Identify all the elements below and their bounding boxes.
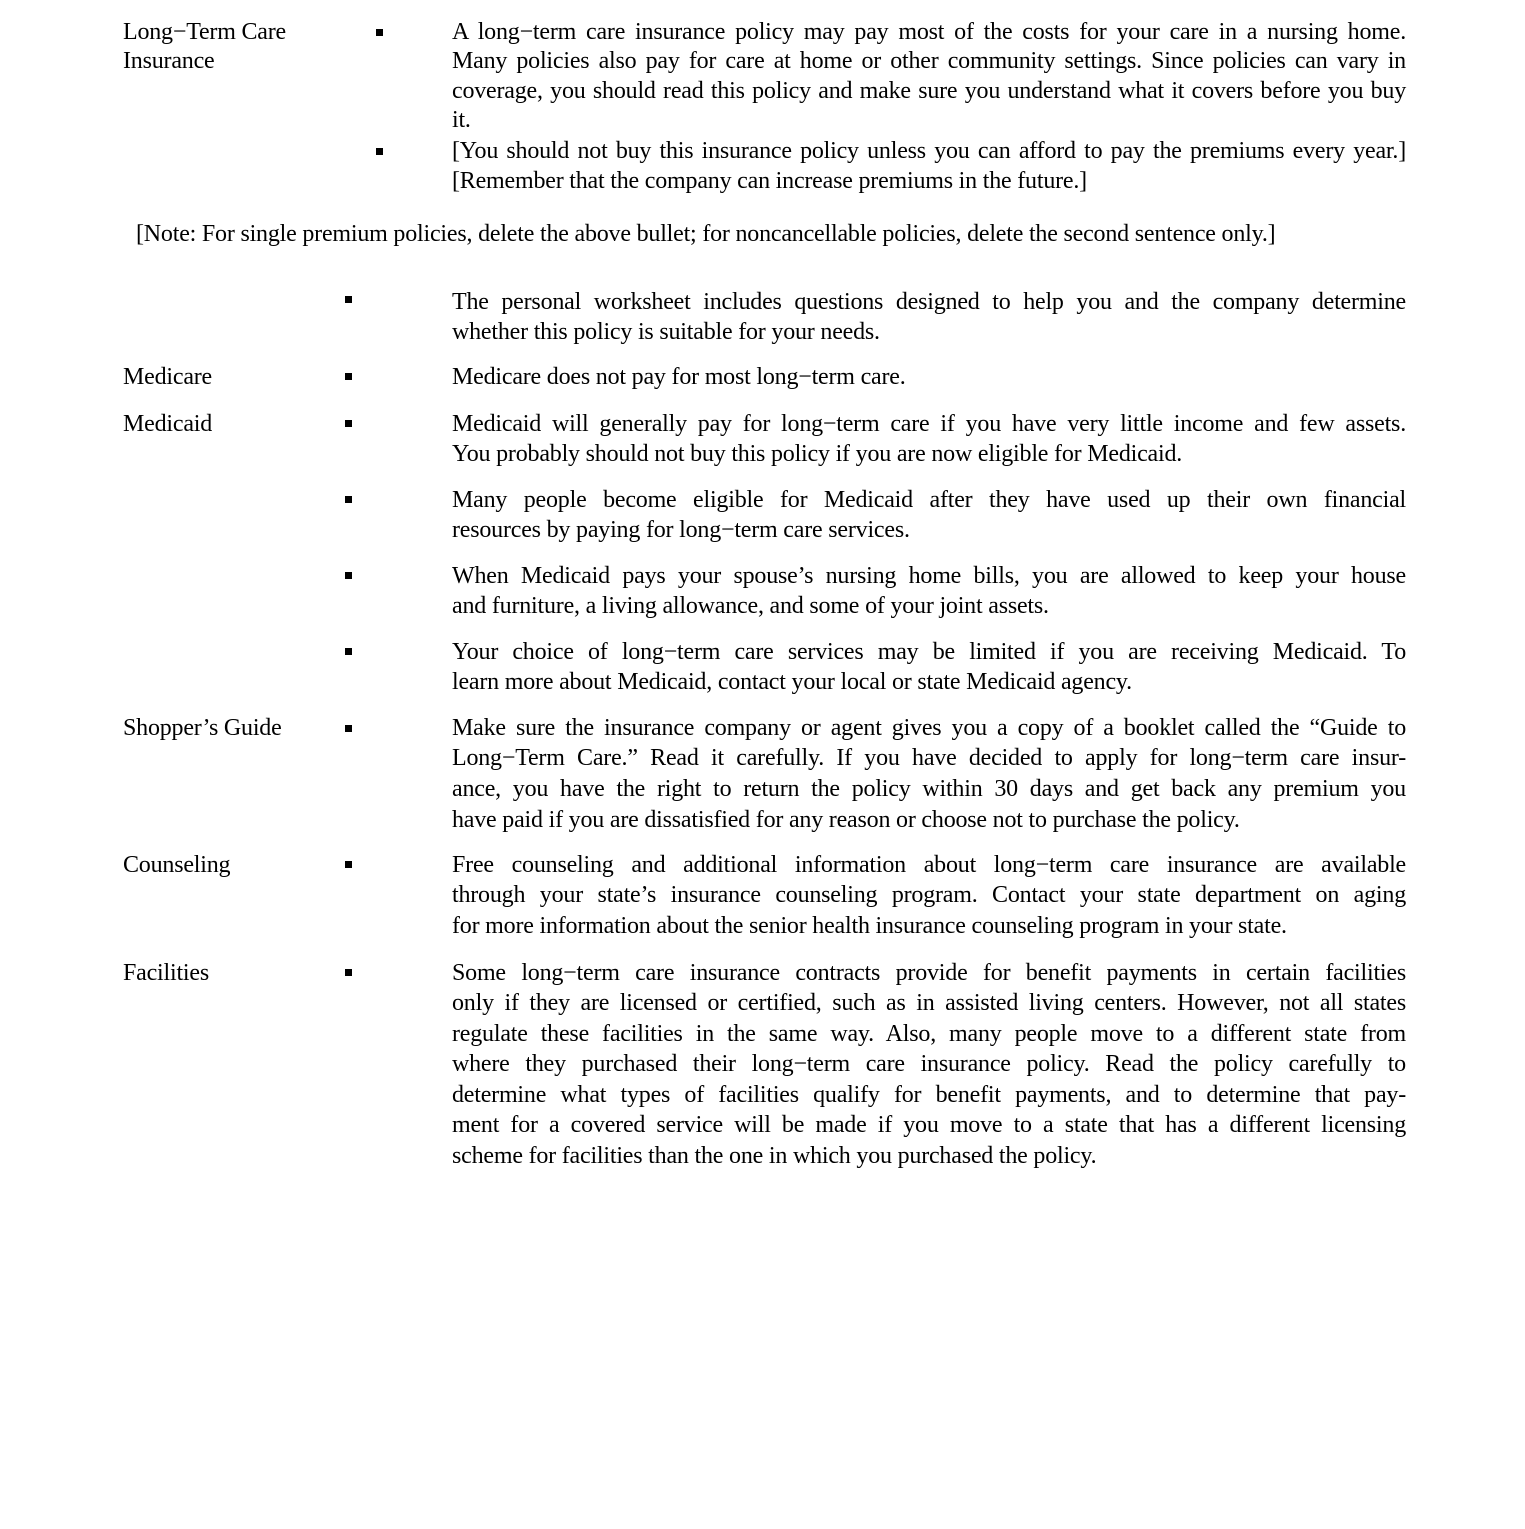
term-counseling: Counseling — [123, 852, 231, 878]
ltc-bullet-1-line: coverage, you should read this policy and make sure you understand what it covers before you buy — [452, 78, 1406, 104]
bullet-icon — [345, 420, 352, 427]
shoppers-guide-line: have paid if you are dissatisfied for any reason or choose not to purchase the policy. — [452, 807, 1240, 833]
medicaid-bullet-1-line: You probably should not buy this policy if you are now eligible for Medicaid. — [452, 441, 1183, 467]
medicaid-bullet-2-line: resources by paying for long−term care services. — [452, 517, 910, 543]
facilities-line: scheme for facilities than the one in which you purchased the policy. — [452, 1143, 1097, 1169]
medicaid-bullet-4-line: Your choice of long−term care services may be limited if you are receiving Medicaid. To — [452, 639, 1406, 665]
ltc-bullet-2-line: [You should not buy this insurance policy unless you can afford to pay the premiums every year.] — [452, 138, 1406, 164]
worksheet-line: whether this policy is suitable for your needs. — [452, 319, 880, 345]
bullet-icon — [376, 29, 383, 36]
counseling-line: through your state’s insurance counseling program. Contact your state department on aging — [452, 882, 1406, 908]
term-long-term-care-line-1: Long−Term Care — [123, 19, 286, 45]
facilities-line: where they purchased their long−term care insurance policy. Read the policy carefully to — [452, 1051, 1406, 1077]
bullet-icon — [345, 725, 352, 732]
medicaid-bullet-2-line: Many people become eligible for Medicaid after they have used up their own financial — [452, 487, 1406, 513]
ltc-bullet-1-line: Many policies also pay for care at home or other community settings. Since policies can vary in — [452, 48, 1406, 74]
bullet-icon — [345, 969, 352, 976]
shoppers-guide-line: ance, you have the right to return the policy within 30 days and get back any premium you — [452, 776, 1406, 802]
bullet-icon — [345, 648, 352, 655]
counseling-line: Free counseling and additional information about long−term care insurance are available — [452, 852, 1406, 878]
editor-note: [Note: For single premium policies, delete the above bullet; for noncancellable policies, delete the second sentence only.] — [136, 221, 1276, 247]
term-medicare: Medicare — [123, 364, 213, 390]
ltc-bullet-1-line: it. — [452, 107, 471, 133]
bullet-icon — [376, 148, 383, 155]
facilities-line: determine what types of facilities qualify for benefit payments, and to determine that pay- — [452, 1082, 1406, 1108]
counseling-line: for more information about the senior health insurance counseling program in your state. — [452, 913, 1287, 939]
term-long-term-care-line-2: Insurance — [123, 48, 215, 74]
term-facilities: Facilities — [123, 960, 209, 986]
shoppers-guide-line: Long−Term Care.” Read it carefully. If you have decided to apply for long−term care insur- — [452, 745, 1406, 771]
facilities-line: ment for a covered service will be made if you move to a state that has a different licensing — [452, 1112, 1406, 1138]
medicaid-bullet-3-line: and furniture, a living allowance, and some of your joint assets. — [452, 593, 1049, 619]
shoppers-guide-line: Make sure the insurance company or agent gives you a copy of a booklet called the “Guide to — [452, 715, 1406, 741]
medicaid-bullet-3-line: When Medicaid pays your spouse’s nursing home bills, you are allowed to keep your house — [452, 563, 1406, 589]
bullet-icon — [345, 572, 352, 579]
facilities-line: only if they are licensed or certified, such as in assisted living centers. However, not all states — [452, 990, 1406, 1016]
facilities-line: Some long−term care insurance contracts provide for benefit payments in certain facilities — [452, 960, 1406, 986]
medicaid-bullet-1-line: Medicaid will generally pay for long−term care if you have very little income and few assets. — [452, 411, 1406, 437]
medicare-line: Medicare does not pay for most long−term care. — [452, 364, 906, 390]
bullet-icon — [345, 861, 352, 868]
bullet-icon — [345, 373, 352, 380]
facilities-line: regulate these facilities in the same way. Also, many people move to a different state from — [452, 1021, 1406, 1047]
worksheet-line: The personal worksheet includes questions designed to help you and the company determine — [452, 289, 1406, 315]
ltc-bullet-1-line: A long−term care insurance policy may pay most of the costs for your care in a nursing home. — [452, 19, 1406, 45]
medicaid-bullet-4-line: learn more about Medicaid, contact your local or state Medicaid agency. — [452, 669, 1132, 695]
term-shoppers-guide: Shopper’s Guide — [123, 715, 282, 741]
bullet-icon — [345, 496, 352, 503]
bullet-icon — [345, 296, 352, 303]
ltc-bullet-2-line: [Remember that the company can increase premiums in the future.] — [452, 168, 1087, 194]
term-medicaid: Medicaid — [123, 411, 213, 437]
